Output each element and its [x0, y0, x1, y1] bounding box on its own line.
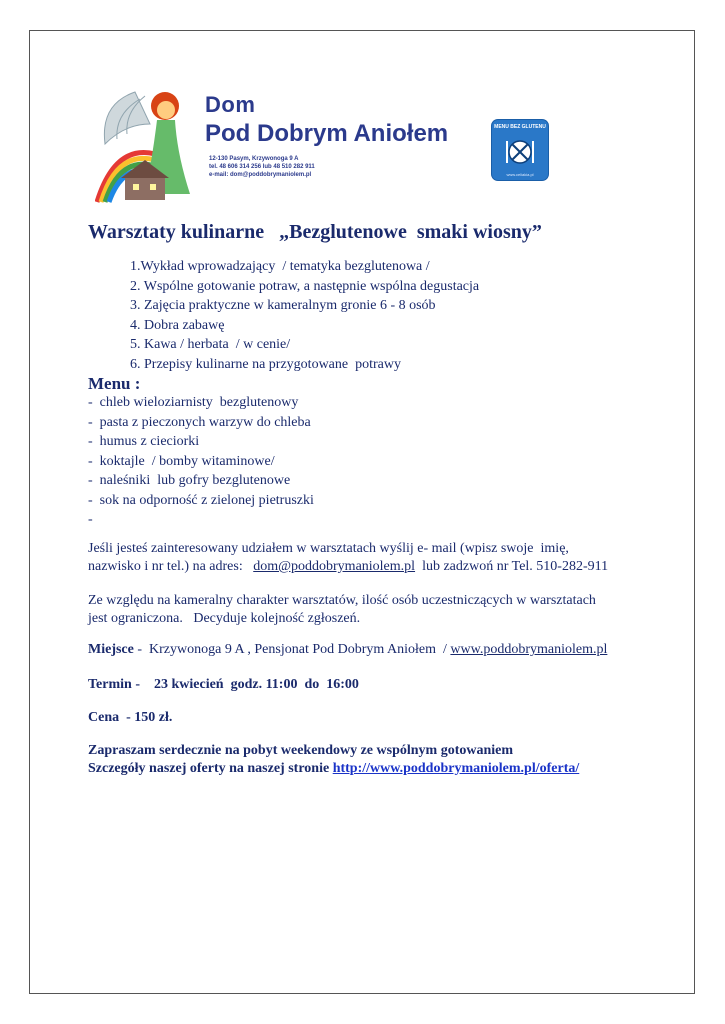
logo	[95, 84, 449, 204]
plate-cutlery-icon	[505, 137, 535, 167]
logo-email: e-mail: dom@poddobrymaniolem.pl	[209, 172, 312, 178]
logo-address: 12-130 Pasym, Krzywonoga 9 A	[209, 156, 299, 162]
agenda-list	[130, 257, 479, 374]
workshop-title: Warsztaty kulinarne „Bezglutenowe smaki wiosny”	[88, 221, 542, 243]
limit-line1: Ze względu na kameralny charakter warsztatów, ilość osób uczestniczących w warsztatach	[88, 593, 596, 608]
menu-item: - naleśniki lub gofry bezglutenowe	[88, 473, 291, 488]
term-line: Termin - 23 kwiecień godz. 11:00 do 16:00	[88, 677, 359, 692]
invite-line2-prefix: Szczegóły naszej oferty na naszej stronie	[88, 761, 333, 776]
agenda-item: 3. Zajęcia praktyczne w kameralnym gronie 6 - 8 osób	[130, 298, 436, 313]
agenda-item: 5. Kawa / herbata / w cenie/	[130, 337, 291, 352]
limit-line2: jest ograniczona. Decyduje kolejność zgłoszeń.	[88, 611, 361, 626]
menu-item: - pasta z pieczonych warzyw do chleba	[88, 414, 311, 430]
email-link[interactable]: dom@poddobrymaniolem.pl	[253, 559, 416, 574]
place-label: Miejsce	[88, 642, 134, 657]
contact-line2-prefix: nazwisko i nr tel.) na adres:	[88, 559, 254, 574]
contact-line1: Jeśli jesteś zainteresowany udziałem w warsztatach wyślij e- mail (wpisz swoje imię,	[88, 541, 569, 556]
brand-name-line1: Dom	[205, 92, 256, 117]
limit-paragraph	[88, 592, 596, 628]
menu-item: - humus z cieciorki	[88, 434, 200, 449]
menu-item: - sok na odporność z zielonej pietruszki	[88, 492, 314, 508]
menu-heading: Menu :	[88, 374, 141, 393]
brand-name-line2: Pod Dobrym Aniołem	[205, 120, 449, 147]
menu-list	[88, 393, 314, 530]
badge-bottom-text: www.celiakia.pl	[506, 172, 534, 177]
gluten-free-badge	[492, 120, 548, 180]
agenda-item: 2. Wspólne gotowanie potraw, a następnie wspólna degustacja	[130, 278, 480, 294]
badge-top-text: MENU BEZ GLUTENU	[494, 124, 546, 130]
menu-item: -	[88, 512, 93, 527]
offer-link[interactable]: http://www.poddobrymaniolem.pl/oferta/	[332, 761, 580, 776]
website-link[interactable]: www.poddobrymaniolem.pl	[450, 642, 608, 657]
logo-phone: tel. 48 606 314 256 lub 48 510 282 911	[209, 164, 315, 170]
place-text: - Krzywonoga 9 A , Pensjonat Pod Dobrym Aniołem /	[133, 642, 451, 657]
invite-line2	[88, 761, 579, 777]
invite-line1: Zapraszam serdecznie na pobyt weekendowy ze wspólnym gotowaniem	[88, 743, 514, 758]
contact-line2-suffix: lub zadzwoń nr Tel. 510-282-911	[415, 559, 609, 574]
price-line: Cena - 150 zł.	[88, 710, 173, 725]
place-line	[88, 642, 607, 658]
agenda-item: 6. Przepisy kulinarne na przygotowane potrawy	[130, 356, 401, 372]
menu-item: - koktajle / bomby witaminowe/	[88, 453, 275, 469]
contact-paragraph	[88, 540, 608, 576]
agenda-item: 1.Wykład wprowadzający / tematyka bezglutenowa /	[130, 259, 430, 274]
angel-logo-icon	[95, 84, 205, 204]
agenda-item: 4. Dobra zabawę	[130, 317, 225, 333]
menu-item: - chleb wieloziarnisty bezglutenowy	[88, 395, 299, 410]
